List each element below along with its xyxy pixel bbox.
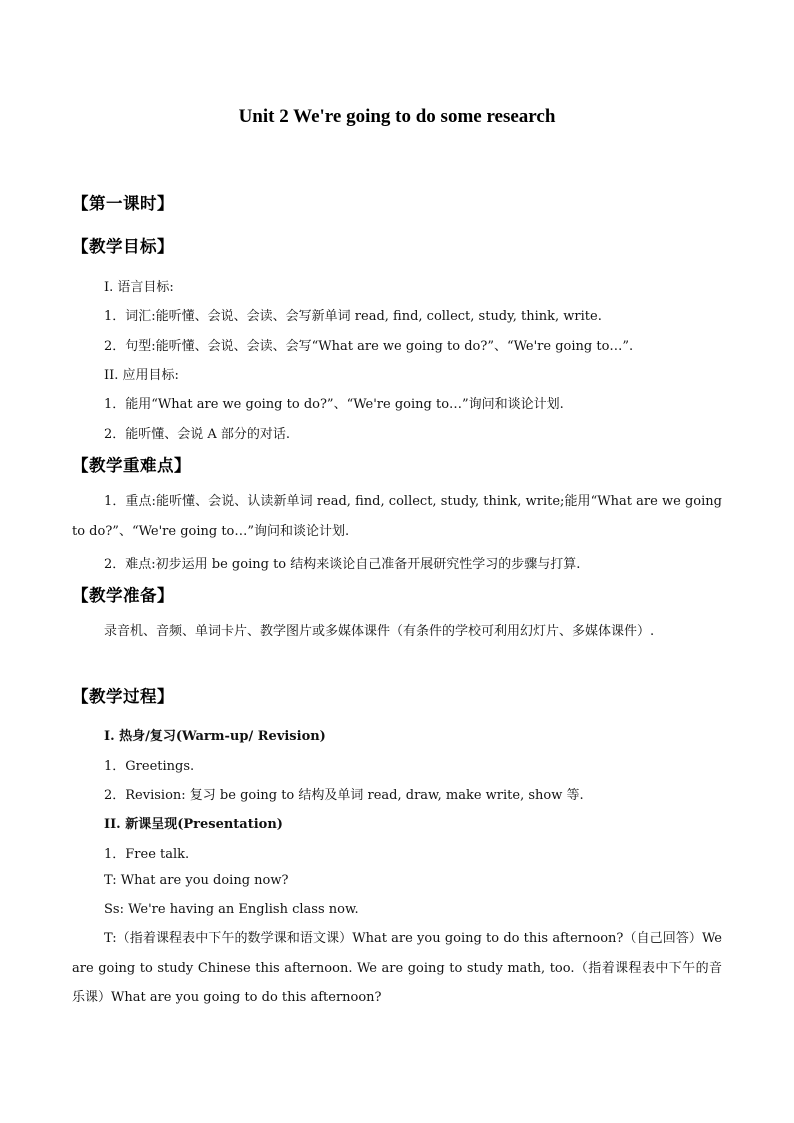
page-title: Unit 2 We're going to do some research bbox=[238, 106, 556, 127]
preparation-heading: 【教学准备】 bbox=[72, 586, 174, 605]
objective-line: II. 应用目标: bbox=[104, 368, 179, 383]
step-line: 1．Greetings. bbox=[104, 759, 195, 774]
step-title: II. 新课呈现(Presentation) bbox=[104, 817, 283, 832]
objective-line: I. 语言目标: bbox=[104, 280, 174, 295]
objective-line: 1．能用“What are we going to do?”、“We're going to…”询问和谈论计划. bbox=[104, 397, 564, 412]
objective-line: 2．能听懂、会说 A 部分的对话. bbox=[104, 427, 291, 442]
step-title: I. 热身/复习(Warm-up/ Revision) bbox=[104, 729, 326, 744]
keypoints-heading: 【教学重难点】 bbox=[72, 456, 191, 475]
keypoints-paragraph: 1．重点:能听懂、会说、认读新单词 read, find, collect, study, think, write;能用“What are we going to do?”、“We're going to…”询问和谈论计划. bbox=[72, 494, 722, 539]
preparation-paragraph: 录音机、音频、单词卡片、教学图片或多媒体课件（有条件的学校可利用幻灯片、多媒体课件）. bbox=[104, 624, 655, 639]
objective-line: 2．句型:能听懂、会说、会读、会写“What are we going to do?”、“We're going to…”. bbox=[104, 339, 634, 354]
objectives-heading: 【教学目标】 bbox=[72, 237, 174, 256]
dialogue-paragraph: T:（指着课程表中下午的数学课和语文课）What are you going to do this afternoon?（自己回答）We are going to study Chinese this afternoon. We are going to study math, too.（指着课程表中下午的音乐课）What are you going to do this afternoon? bbox=[72, 931, 722, 1005]
process-heading: 【教学过程】 bbox=[72, 687, 174, 706]
step-line: 1．Free talk. bbox=[104, 847, 190, 862]
keypoints-line: 2．难点:初步运用 be going to 结构来谈论自己准备开展研究性学习的步骤与打算. bbox=[104, 557, 581, 572]
step-line: 2．Revision: 复习 be going to 结构及单词 read, draw, make write, show 等. bbox=[104, 788, 584, 803]
objective-line: 1．词汇:能听懂、会说、会读、会写新单词 read, find, collect, study, think, write. bbox=[104, 309, 602, 324]
lesson-heading: 【第一课时】 bbox=[72, 194, 174, 213]
dialogue-line: Ss: We're having an English class now. bbox=[104, 902, 359, 917]
dialogue-line: T: What are you doing now? bbox=[104, 873, 289, 888]
